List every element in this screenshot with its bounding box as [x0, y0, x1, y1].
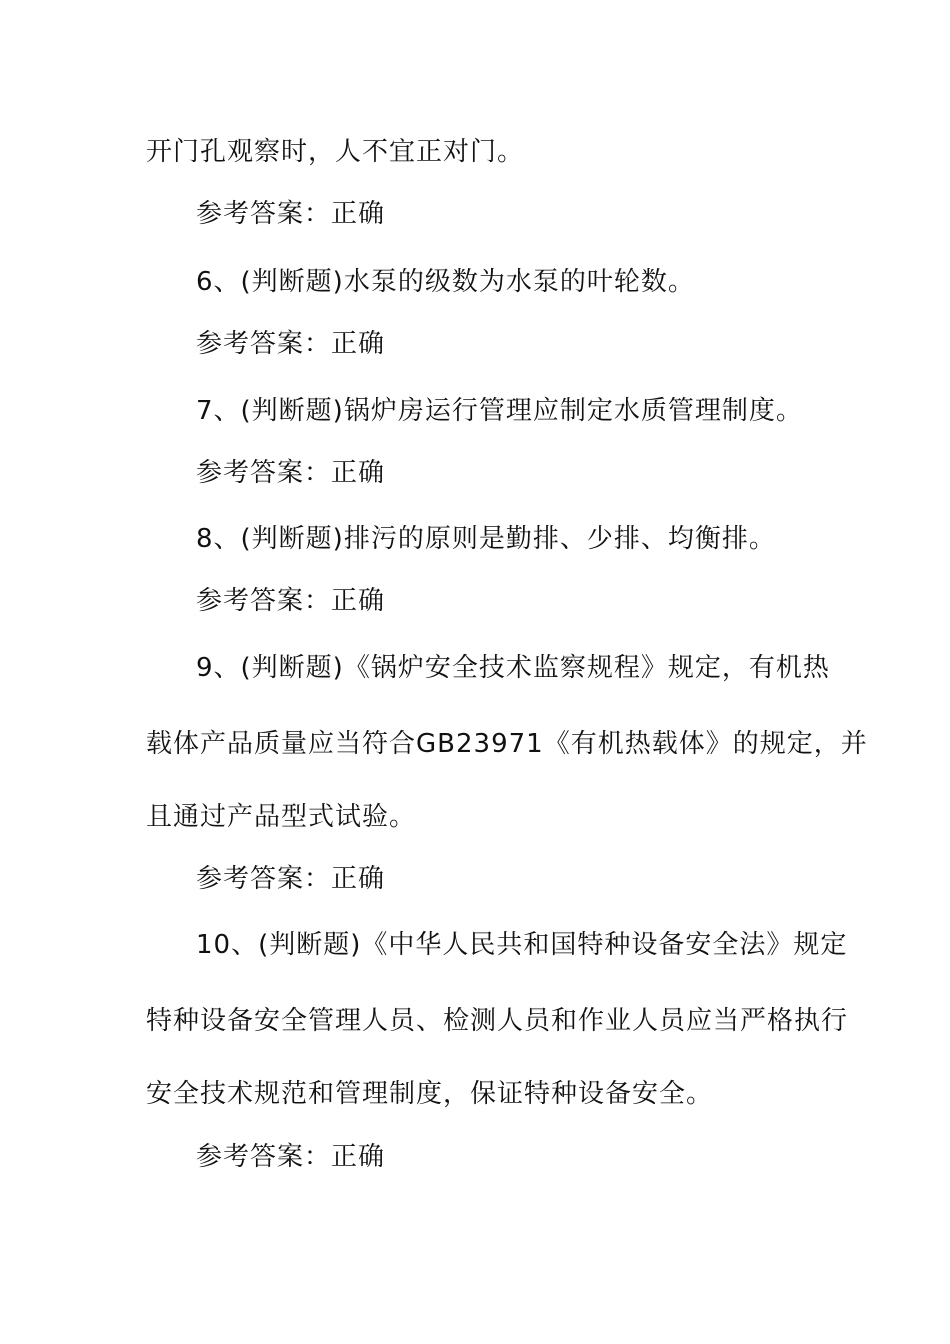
- question-6: 6、(判断题)水泵的级数为水泵的叶轮数。: [196, 267, 695, 297]
- question-10-line-2: 特种设备安全管理人员、检测人员和作业人员应当严格执行: [146, 1006, 849, 1036]
- answer-line: 参考答案：正确: [196, 586, 386, 616]
- answer-line: 参考答案：正确: [196, 329, 386, 359]
- question-9-line-3: 且通过产品型式试验。: [146, 802, 417, 832]
- question-10-line-1: 10、(判断题)《中华人民共和国特种设备安全法》规定: [196, 930, 848, 960]
- question-7: 7、(判断题)锅炉房运行管理应制定水质管理制度。: [196, 396, 803, 426]
- question-9-line-2: 载体产品质量应当符合GB23971《有机热载体》的规定，并: [146, 729, 868, 759]
- answer-line: 参考答案：正确: [196, 1142, 386, 1172]
- question-8: 8、(判断题)排污的原则是勤排、少排、均衡排。: [196, 524, 776, 554]
- answer-line: 参考答案：正确: [196, 199, 386, 229]
- answer-line: 参考答案：正确: [196, 864, 386, 894]
- question-10-line-3: 安全技术规范和管理制度，保证特种设备安全。: [146, 1079, 714, 1109]
- answer-line: 参考答案：正确: [196, 458, 386, 488]
- question-continuation: 开门孔观察时，人不宜正对门。: [146, 137, 525, 167]
- question-9-line-1: 9、(判断题)《锅炉安全技术监察规程》规定，有机热: [196, 653, 830, 683]
